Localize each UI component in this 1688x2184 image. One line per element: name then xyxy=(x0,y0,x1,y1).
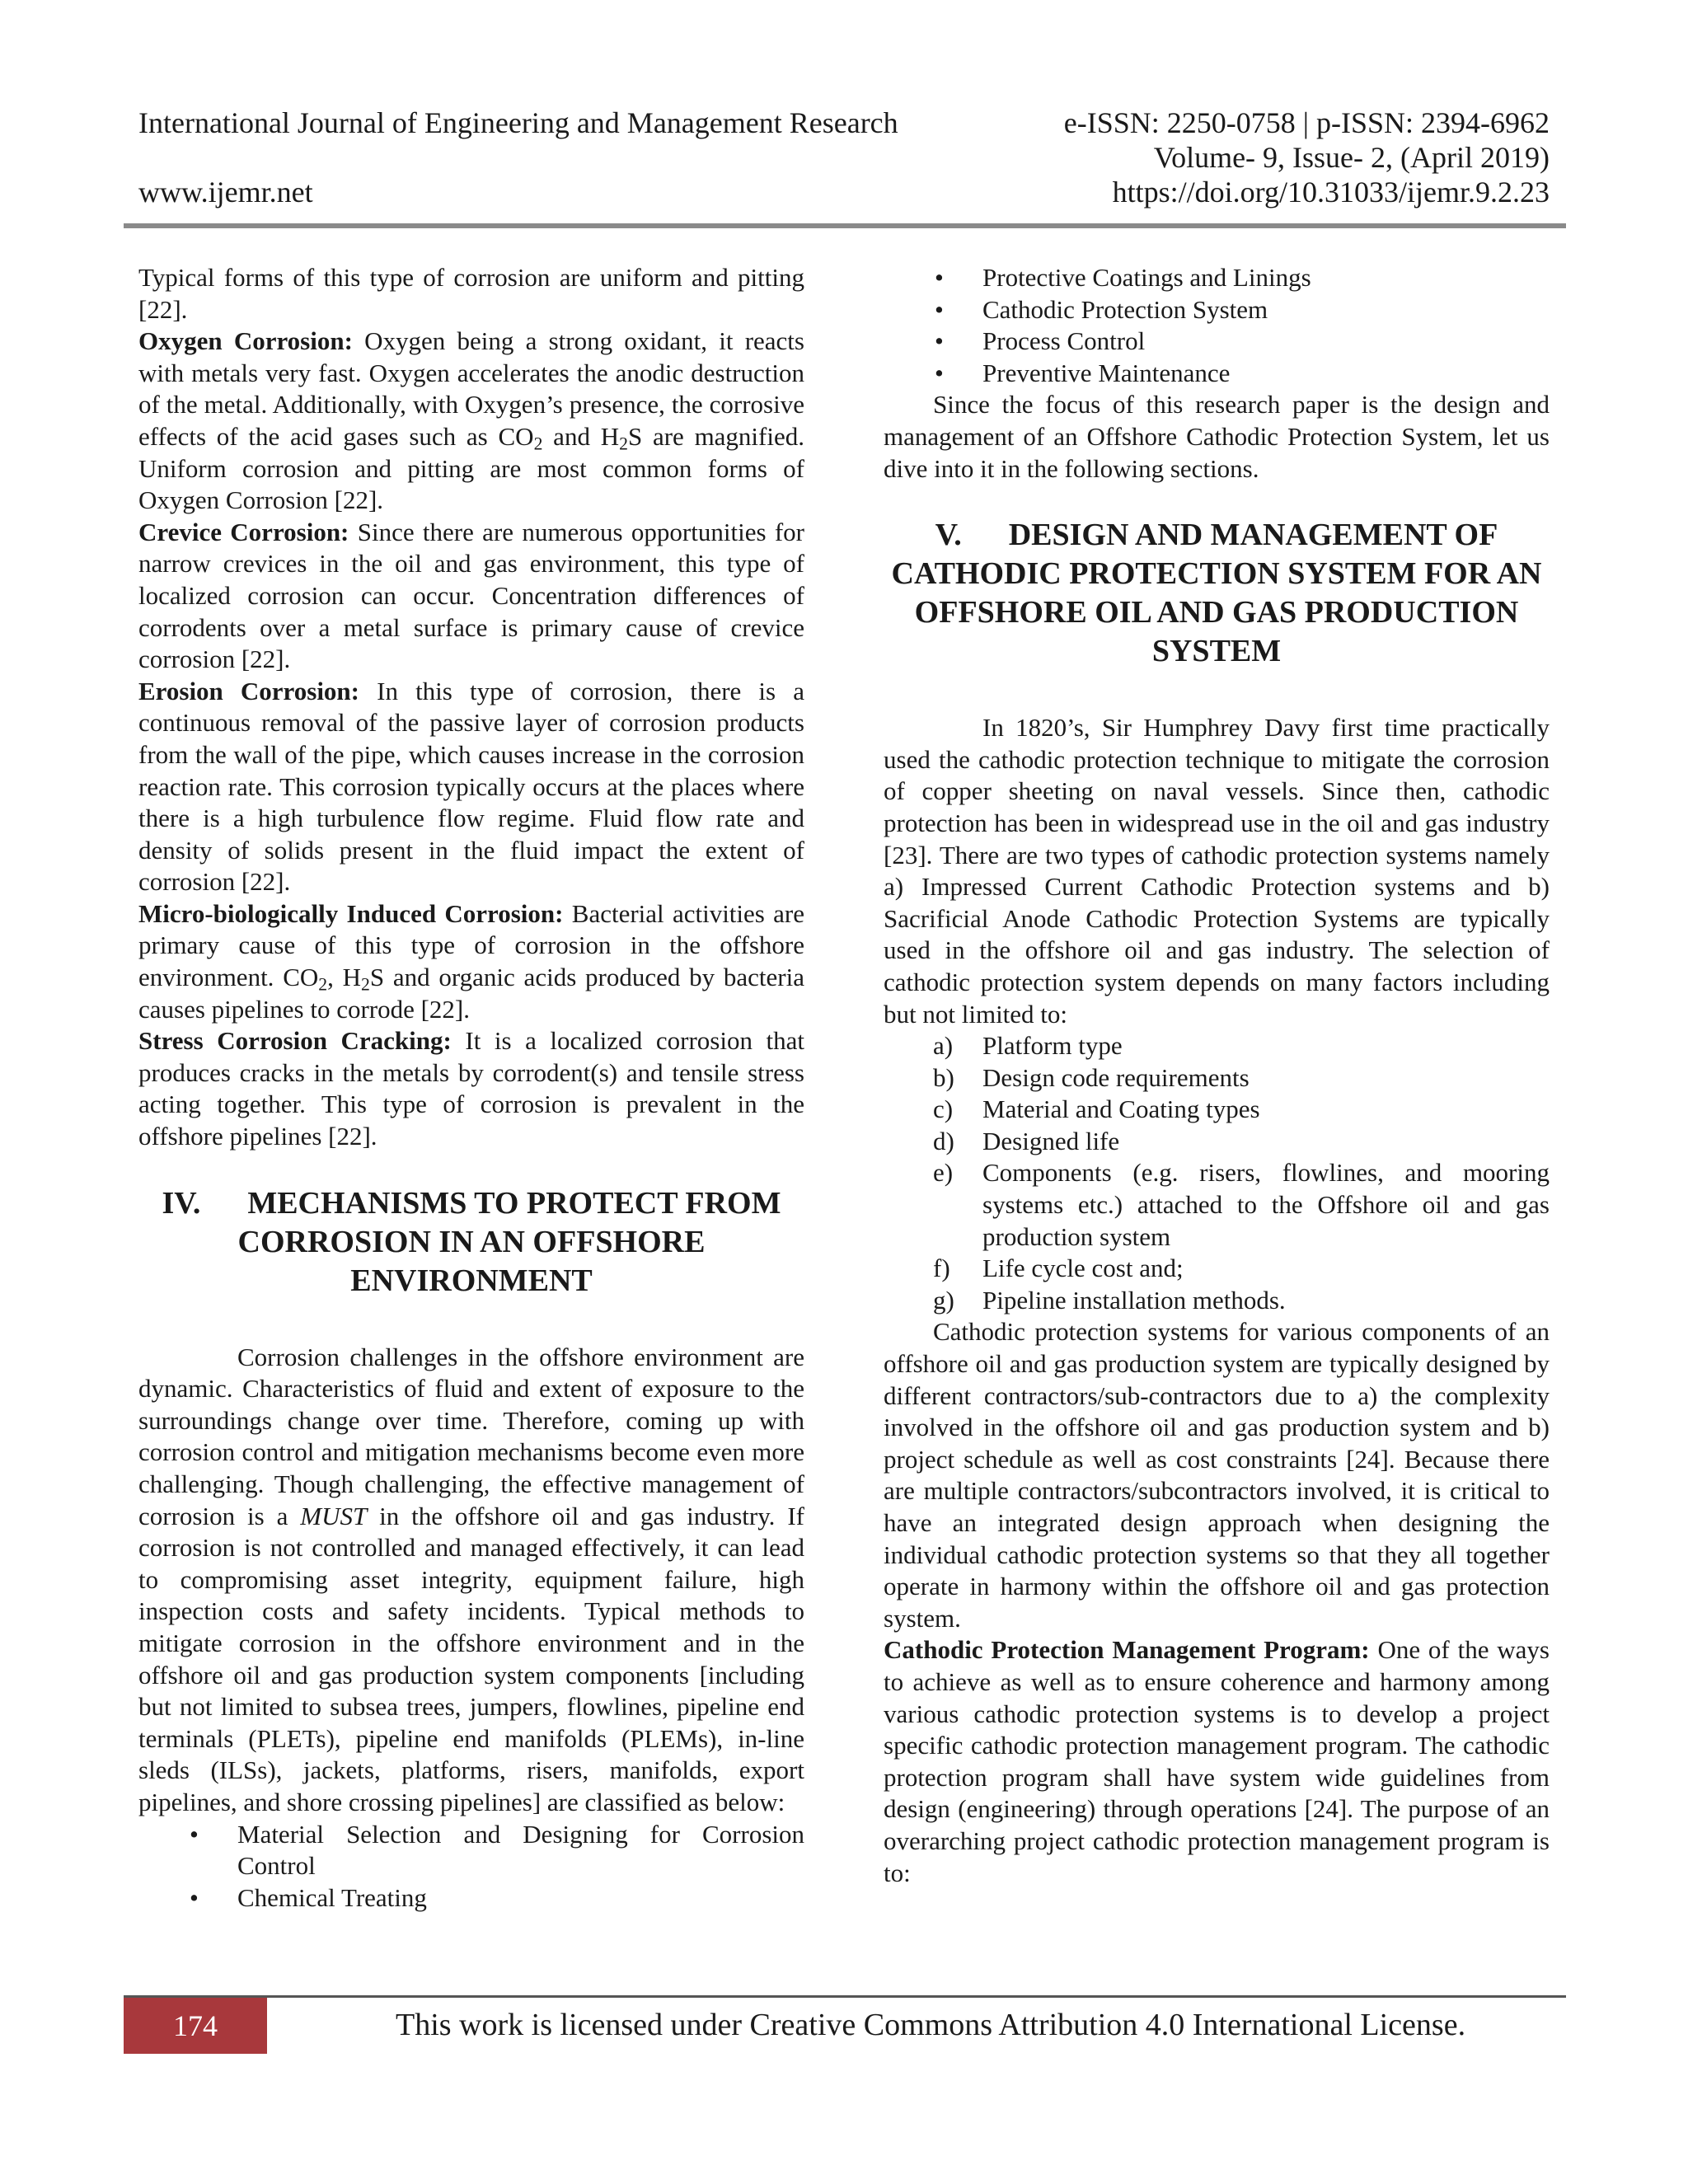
left-column xyxy=(138,262,804,1914)
paragraph-mic: Micro-biologically Induced Corrosion: Bacterial activities are primary cause of this type of corrosion in the offshore environment. $CO_2$, $H_2S$ and organic acids produced by bacteria causes pipelines to corrode [22]. xyxy=(138,898,805,1024)
paragraph: Typical forms of this type of corrosion are uniform and pitting [22]. xyxy=(138,263,804,324)
paragraph-scc: Stress Corrosion Cracking: It is a localized corrosion that produces cracks in the metals by corrodent(s) and tensile stress acting together. This type of corrosion is prevalent in the offshore pipelines [22]. xyxy=(138,1026,804,1151)
bullet-icon: • xyxy=(935,294,944,324)
term-label: Crevice Corrosion: xyxy=(138,517,349,546)
paragraph-crevice-corrosion: Crevice Corrosion: Since there are numerous opportunities for narrow crevices in the oil and gas environment, this type of localized corrosion can occur. Concentration differences of corrodents over a metal surface is primary cause of crevice corrosion [22]. xyxy=(138,517,804,674)
doi-link[interactable]: https://doi.org/10.31033/ijemr.9.2.23 xyxy=(1112,176,1550,209)
paragraph: Corrosion challenges in the offshore environment are dynamic. Characteristics of fluid and extent of exposure to the surroundings change over time. Therefore, coming up with corrosion control and mitigation mechanisms become even more challenging. Though challenging, the effective management of corrosion is a MUST in the offshore oil and gas industry. If corrosion is not controlled and managed effectively, it can lead to compromising asset integrity, equipment failure, high inspection costs and safety incidents. Typical methods to mitigate corrosion in the offshore environment and in the offshore oil and gas production system components [including but not limited to subsea trees, jumpers, flowlines, pipeline end terminals (PLETs), pipeline end manifolds (PLEMs), in-line sleds (ILSs), jackets, platforms, risers, manifolds, export pipelines, and shore crossing pipelines] are classified as below: xyxy=(138,1342,804,1816)
bullet-list xyxy=(884,262,1550,389)
list-item: • Protective Coatings and Linings xyxy=(884,262,1550,294)
bullet-list xyxy=(138,1819,804,1915)
license-text: This work is licensed under Creative Commons Attribution 4.0 International License. xyxy=(396,2008,1466,2042)
section-title: MECHANISMS TO PROTECT FROM CORROSION IN AN OFFSHORE ENVIRONMENT xyxy=(237,1185,781,1298)
bullet-icon: • xyxy=(190,1819,199,1849)
section-number: V. xyxy=(935,518,962,553)
list-item: • Chemical Treating xyxy=(138,1882,804,1915)
list-item: • Material Selection and Designing for Corrosion Control xyxy=(190,1819,804,1881)
paragraph: Since the focus of this research paper is the design and management of an Offshore Cathodic Protection System, let us dive into it in the following sections. xyxy=(884,390,1550,483)
paragraph-erosion-corrosion: Erosion Corrosion: In this type of corrosion, there is a continuous removal of the passive layer of corrosion products from the wall of the pipe, which causes increase in the corrosion reaction rate. This corrosion typically occurs at the places where there is a high turbulence flow regime. Fluid flow rate and density of solids present in the fluid impact the extent of corrosion [22]. xyxy=(138,676,804,897)
list-item: • Process Control xyxy=(884,326,1550,358)
list-item: b) Design code requirements xyxy=(933,1062,1250,1092)
list-item: • Cathodic Protection System xyxy=(884,294,1550,326)
paragraph: In 1820’s, Sir Humphrey Davy first time practically used the cathodic protection technique to mitigate the corrosion of copper sheeting on naval vessels. Since then, cathodic protection has been in widespread use in the oil and gas industry [23]. There are two types of cathodic protection systems namely a) Impressed Current Cathodic Protection systems and b) Sacrificial Anode Cathodic Protection Systems are typically used in the offshore oil and gas industry. The selection of cathodic protection system depends on many factors including but not limited to: xyxy=(884,713,1550,1029)
list-item: d) Designed life xyxy=(933,1126,1120,1155)
term-label: Micro-biologically Induced Corrosion: xyxy=(138,898,564,928)
paragraph-cpmp: Cathodic Protection Management Program: One of the ways to achieve as well as to ensure coherence and harmony among various cathodic protection systems is to develop a project specific cathodic protection management program. The cathodic protection program shall have system wide guidelines from design (engineering) through operations [24]. The purpose of an overarching project cathodic protection management program is to: xyxy=(884,1635,1550,1887)
header-rule xyxy=(124,223,1566,228)
term-label: Erosion Corrosion: xyxy=(138,676,359,705)
bullet-icon: • xyxy=(935,358,944,387)
list-item: a) Platform type xyxy=(933,1031,1123,1061)
bullet-icon: • xyxy=(935,326,944,356)
bullet-icon: • xyxy=(190,1882,199,1912)
issn: e-ISSN: 2250-0758 | p-ISSN: 2394-6962 xyxy=(1063,106,1550,139)
paragraph: Cathodic protection systems for various components of an offshore oil and gas production system are typically designed by different contractors/sub-contractors due to a) the complexity involved in the offshore oil and gas production system and b) project schedule as well as cost constraints [24]. Because there are multiple contractors/subcontractors involved, it is critical to have an integrated design approach when designing the individual cathodic protection systems so that they all together operate in harmony within the offshore oil and gas protection system. xyxy=(884,1317,1550,1633)
section-number: IV. xyxy=(162,1185,201,1221)
website-link[interactable]: www.ijemr.net xyxy=(138,176,313,209)
journal-name: International Journal of Engineering and Management Research xyxy=(138,106,898,139)
section-heading-iv xyxy=(138,1184,804,1301)
list-item: g) Pipeline installation methods. xyxy=(933,1285,1286,1315)
right-column xyxy=(884,262,1550,1889)
list-item: c) Material and Coating types xyxy=(933,1094,1260,1124)
volume-issue: Volume- 9, Issue- 2, (April 2019) xyxy=(1153,141,1550,174)
factor-list xyxy=(884,1030,1550,1316)
running-header xyxy=(138,105,1550,209)
bullet-icon: • xyxy=(935,263,944,292)
list-item: • Preventive Maintenance xyxy=(884,358,1550,390)
page-number-badge: 174 xyxy=(124,1998,267,2054)
section-heading-v xyxy=(884,516,1550,671)
section-title: DESIGN AND MANAGEMENT OF CATHODIC PROTECTION SYSTEM FOR AN OFFSHORE OIL AND GAS PRODUCTION SYSTEM xyxy=(891,518,1542,669)
term-label: Stress Corrosion Cracking: xyxy=(138,1026,452,1056)
list-item: e) Components (e.g. risers, flowlines, and mooring systems etc.) attached to the Offshore oil and gas production system xyxy=(933,1158,1550,1251)
paragraph-oxygen-corrosion: Oxygen Corrosion: Oxygen being a strong oxidant, it reacts with metals very fast. Oxygen accelerates the anodic destruction of the metal. Additionally, with Oxygen’s presence, the corrosive effects of the acid gases such as $CO_2$ and $H_2S$ are magnified. Uniform corrosion and pitting are most common forms of Oxygen Corrosion [22]. xyxy=(138,326,804,515)
term-label: Oxygen Corrosion: xyxy=(138,326,353,356)
list-item: f) Life cycle cost and; xyxy=(933,1254,1184,1283)
term-label: Cathodic Protection Management Program: xyxy=(884,1635,1370,1665)
footer-rule xyxy=(124,1995,1566,1998)
